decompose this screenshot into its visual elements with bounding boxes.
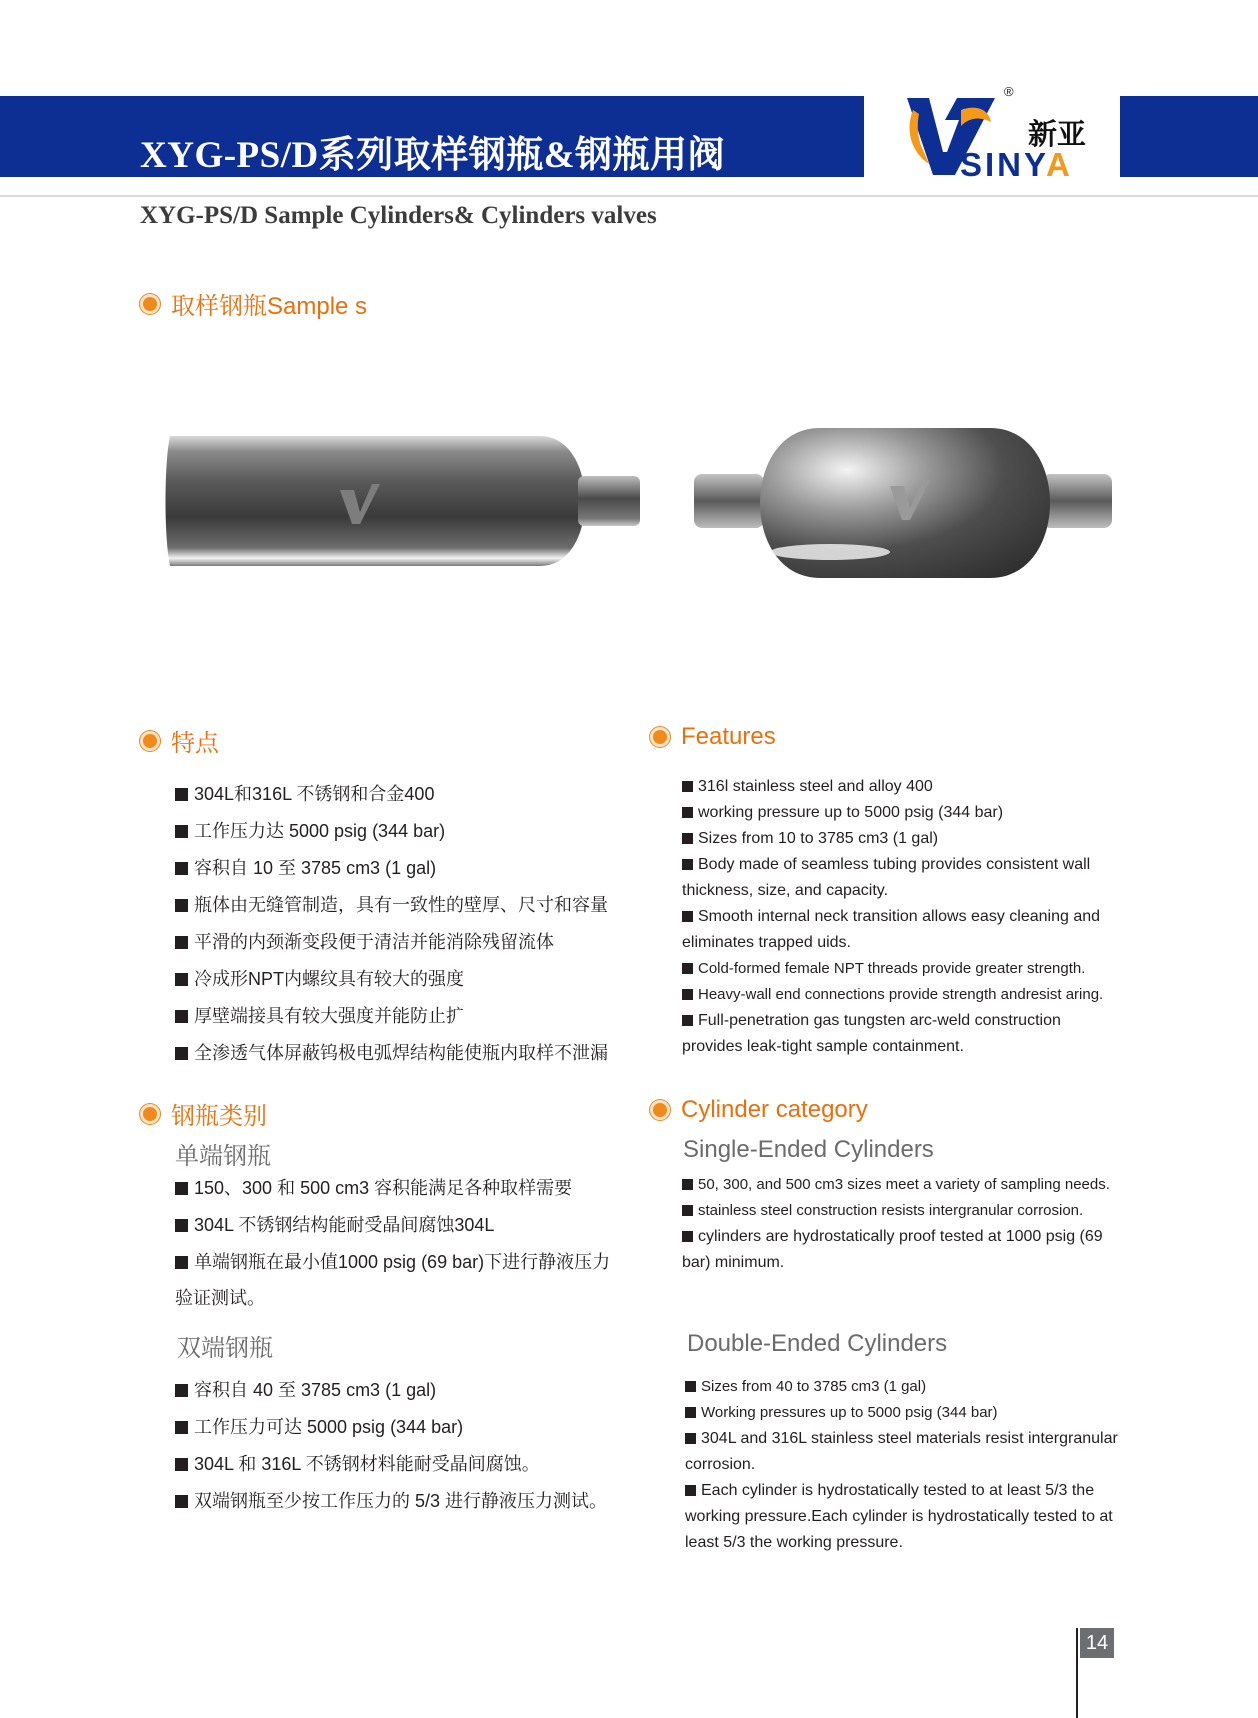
list-item: cylinders are hydrostatically proof tested at 1000 psig (69 bar) minimum. <box>682 1228 1103 1271</box>
category-cn-heading <box>140 1096 267 1131</box>
section-heading-label: 钢瓶类别 <box>171 1103 267 1130</box>
features-en-list <box>682 774 1112 1060</box>
logo-name-cn: 新亚 <box>1028 117 1087 151</box>
list-item: 316l stainless steel and alloy 400 <box>682 774 1112 800</box>
square-bullet-icon <box>175 1047 188 1060</box>
features-en-heading <box>650 723 776 751</box>
list-item: Full-penetration gas tungsten arc-weld construction provides leak-tight sample containment. <box>682 1012 1061 1055</box>
page-title-cn: XYG-PS/D系列取样钢瓶&钢瓶用阀 <box>140 135 726 176</box>
list-item: Each cylinder is hydrostatically tested to at least 5/3 the working pressure.Each cylinder is hydrostatically tested to at least 5/3 the working pressure. <box>685 1482 1113 1551</box>
sample-section-heading <box>140 286 367 321</box>
square-bullet-icon <box>175 973 188 986</box>
square-bullet-icon <box>682 1179 693 1190</box>
double-ended-cylinder-image <box>690 424 1120 582</box>
section-bullet-icon <box>140 731 160 751</box>
square-bullet-icon <box>175 936 188 949</box>
header-divider <box>0 195 1258 197</box>
features-cn-list <box>175 776 608 1072</box>
list-item: 工作压力可达 5000 psig (344 bar) <box>175 1409 607 1446</box>
square-bullet-icon <box>682 833 693 844</box>
square-bullet-icon <box>175 1010 188 1023</box>
list-item: Sizes from 10 to 3785 cm3 (1 gal) <box>682 826 1112 852</box>
section-heading-label: 取样钢瓶Sample s <box>171 293 368 320</box>
header-band-right <box>1120 96 1258 177</box>
list-item: 全渗透气体屏蔽钨极电弧焊结构能使瓶内取样不泄漏 <box>175 1035 608 1072</box>
square-bullet-icon <box>175 825 188 838</box>
logo-name-en <box>960 146 1073 184</box>
section-heading-label: Cylinder category <box>681 1096 868 1123</box>
list-item: Heavy-wall end connections provide strength andresist aring. <box>682 982 1112 1008</box>
square-bullet-icon <box>175 1182 188 1195</box>
list-item: 单端钢瓶在最小值1000 psig (69 bar)下进行静液压力验证测试。 <box>175 1252 611 1308</box>
logo-name-en-accent: A <box>1046 146 1073 183</box>
square-bullet-icon <box>175 1421 188 1434</box>
list-item: Cold-formed female NPT threads provide greater strength. <box>682 956 1112 982</box>
double-ended-title-cn: 双端钢瓶 <box>177 1335 273 1362</box>
square-bullet-icon <box>175 788 188 801</box>
double-ended-list-cn <box>175 1372 607 1520</box>
page-title-en: XYG-PS/D Sample Cylinders& Cylinders valves <box>140 202 657 229</box>
square-bullet-icon <box>685 1407 696 1418</box>
square-bullet-icon <box>682 963 693 974</box>
section-bullet-icon <box>650 727 670 747</box>
square-bullet-icon <box>682 1015 693 1026</box>
features-cn-heading <box>140 723 219 758</box>
list-item: working pressure up to 5000 psig (344 bar) <box>682 800 1112 826</box>
page-number: 14 <box>1080 1628 1114 1658</box>
list-item: 50, 300, and 500 cm3 sizes meet a variety of sampling needs. <box>682 1172 1122 1198</box>
list-item: 304L 不锈钢结构能耐受晶间腐蚀304L <box>175 1207 615 1244</box>
square-bullet-icon <box>682 781 693 792</box>
list-item: 容积自 10 至 3785 cm3 (1 gal) <box>175 850 608 887</box>
square-bullet-icon <box>175 1256 188 1269</box>
list-item: 工作压力达 5000 psig (344 bar) <box>175 813 608 850</box>
square-bullet-icon <box>685 1381 696 1392</box>
section-heading-label: Features <box>681 723 776 750</box>
section-bullet-icon <box>140 1104 160 1124</box>
square-bullet-icon <box>682 911 693 922</box>
section-bullet-icon <box>650 1100 670 1120</box>
double-ended-title-en: Double-Ended Cylinders <box>687 1330 948 1357</box>
list-item: Working pressures up to 5000 psig (344 bar) <box>685 1400 1125 1426</box>
logo-name-en-main: SINY <box>960 146 1046 183</box>
square-bullet-icon <box>685 1433 696 1444</box>
list-item: 304L and 316L stainless steel materials resist intergranular corrosion. <box>685 1430 1118 1473</box>
list-item: 厚壁端接具有较大强度并能防止扩 <box>175 998 608 1035</box>
square-bullet-icon <box>682 1231 693 1242</box>
square-bullet-icon <box>682 1205 693 1216</box>
page-number-rule <box>1076 1628 1078 1718</box>
list-item: 150、300 和 500 cm3 容积能满足各种取样需要 <box>175 1170 615 1207</box>
list-item: 容积自 40 至 3785 cm3 (1 gal) <box>175 1372 607 1409</box>
list-item: 304L 和 316L 不锈钢材料能耐受晶间腐蚀。 <box>175 1446 607 1483</box>
list-item: Body made of seamless tubing provides consistent wall thickness, size, and capacity. <box>682 856 1091 899</box>
list-item: Sizes from 40 to 3785 cm3 (1 gal) <box>685 1374 1125 1400</box>
square-bullet-icon <box>175 1384 188 1397</box>
section-bullet-icon <box>140 294 160 314</box>
list-item: stainless steel construction resists intergranular corrosion. <box>682 1198 1122 1224</box>
single-ended-list-cn <box>175 1170 615 1316</box>
single-ended-cylinder-image <box>160 428 645 574</box>
section-heading-label: 特点 <box>171 730 219 757</box>
square-bullet-icon <box>682 859 693 870</box>
square-bullet-icon <box>175 1219 188 1232</box>
list-item: Smooth internal neck transition allows easy cleaning and eliminates trapped uids. <box>682 908 1101 951</box>
square-bullet-icon <box>682 807 693 818</box>
single-ended-list-en <box>682 1172 1122 1276</box>
single-ended-title-cn: 单端钢瓶 <box>175 1143 271 1170</box>
square-bullet-icon <box>175 1495 188 1508</box>
list-item: 平滑的内颈渐变段便于清洁并能消除残留流体 <box>175 924 608 961</box>
square-bullet-icon <box>175 899 188 912</box>
registered-mark: ® <box>1004 84 1014 99</box>
square-bullet-icon <box>175 862 188 875</box>
square-bullet-icon <box>685 1485 696 1496</box>
list-item: 冷成形NPT内螺纹具有较大的强度 <box>175 961 608 998</box>
list-item: 双端钢瓶至少按工作压力的 5/3 进行静液压力测试。 <box>175 1483 607 1520</box>
double-ended-list-en <box>685 1374 1125 1556</box>
list-item: 瓶体由无缝管制造，具有一致性的壁厚、尺寸和容量 <box>175 887 608 924</box>
list-item: 304L和316L 不锈钢和合金400 <box>175 776 608 813</box>
square-bullet-icon <box>682 989 693 1000</box>
category-en-heading <box>650 1096 868 1124</box>
single-ended-title-en: Single-Ended Cylinders <box>683 1136 934 1163</box>
square-bullet-icon <box>175 1458 188 1471</box>
